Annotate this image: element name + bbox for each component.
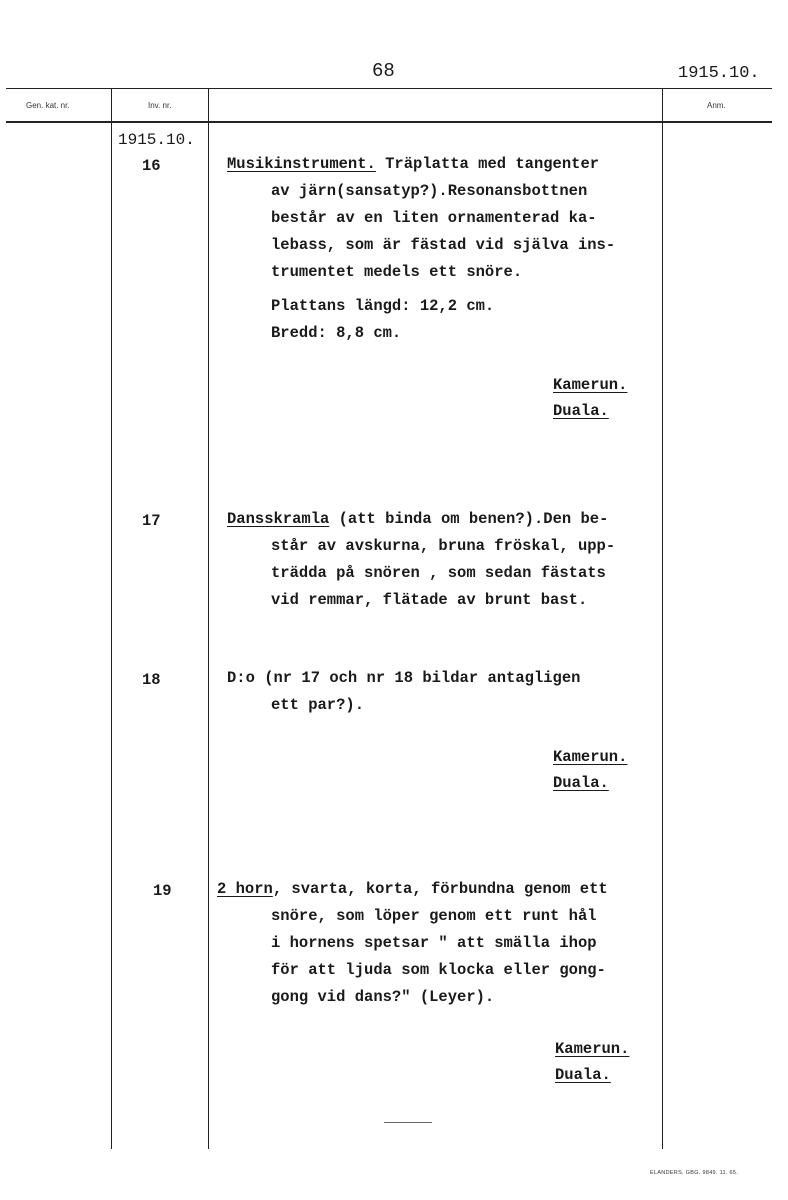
entry-line: lebass, som är fästad vid själva ins- xyxy=(271,236,616,254)
entry-description xyxy=(227,151,657,286)
entry-line: (att binda om benen?).Den be- xyxy=(329,510,609,528)
place-block xyxy=(553,372,627,424)
header-bottom-rule xyxy=(6,121,772,123)
entry-line: består av en liten ornamenterad ka- xyxy=(271,209,597,227)
entry-line: står av avskurna, bruna fröskal, upp- xyxy=(271,537,616,555)
entry-title: D:o xyxy=(227,669,255,687)
entry-number: 16 xyxy=(142,157,161,175)
place-city: Duala. xyxy=(553,774,609,792)
entry-title: Musikinstrument. xyxy=(227,155,376,173)
measurement-length: Plattans längd: 12,2 cm. xyxy=(271,297,495,315)
entry-line: (nr 17 och nr 18 bildar antagligen xyxy=(254,669,581,687)
entry-number: 19 xyxy=(153,882,172,900)
entry-line: trädda på snören , som sedan fästats xyxy=(271,564,606,582)
printer-mark: ELANDERS. GBG. 9849. 11. 65. xyxy=(650,1170,739,1176)
place-city: Duala. xyxy=(553,402,609,420)
place-block xyxy=(553,744,627,796)
faint-divider xyxy=(384,1122,432,1123)
column-header-inv: Inv. nr. xyxy=(148,101,172,110)
entry-line: snöre, som löper genom ett runt hål xyxy=(271,907,597,925)
entry-line: Träplatta med tangenter xyxy=(375,155,600,173)
entry-measurements xyxy=(271,293,494,347)
column-divider-1 xyxy=(111,89,112,1149)
place-country: Kamerun. xyxy=(555,1040,630,1058)
top-rule xyxy=(6,88,772,89)
entry-title: Dansskramla xyxy=(227,510,330,528)
entry-line: av järn(sansatyp?).Resonansbottnen xyxy=(271,182,588,200)
place-city: Duala. xyxy=(555,1066,611,1084)
entry-line: ett par?). xyxy=(271,696,365,714)
entry-line: i hornens spetsar " att smälla ihop xyxy=(271,934,597,952)
entry-line: vid remmar, flätade av brunt bast. xyxy=(271,591,588,609)
page-number: 68 xyxy=(372,60,395,82)
column-divider-3 xyxy=(662,89,663,1149)
entry-line: trumentet medels ett snöre. xyxy=(271,263,523,281)
place-country: Kamerun. xyxy=(553,748,628,766)
place-block xyxy=(555,1036,629,1088)
entry-line: för att ljuda som klocka eller gong- xyxy=(271,961,606,979)
entry-description xyxy=(227,665,657,719)
column-header-anm: Anm. xyxy=(707,101,726,110)
entry-description xyxy=(217,876,659,1011)
series-label: 1915.10. xyxy=(118,131,195,149)
measurement-width: Bredd: 8,8 cm. xyxy=(271,324,402,342)
column-header-gen-kat: Gen. kat. nr. xyxy=(26,101,70,110)
entry-description xyxy=(227,506,657,614)
entry-line: , svarta, korta, förbundna genom ett xyxy=(272,880,608,898)
entry-line: gong vid dans?" (Leyer). xyxy=(271,988,495,1006)
header-year: 1915.10. xyxy=(678,64,760,83)
column-divider-2 xyxy=(208,89,209,1149)
entry-title: 2 horn xyxy=(217,880,273,898)
entry-number: 18 xyxy=(142,671,161,689)
entry-number: 17 xyxy=(142,512,161,530)
place-country: Kamerun. xyxy=(553,376,628,394)
